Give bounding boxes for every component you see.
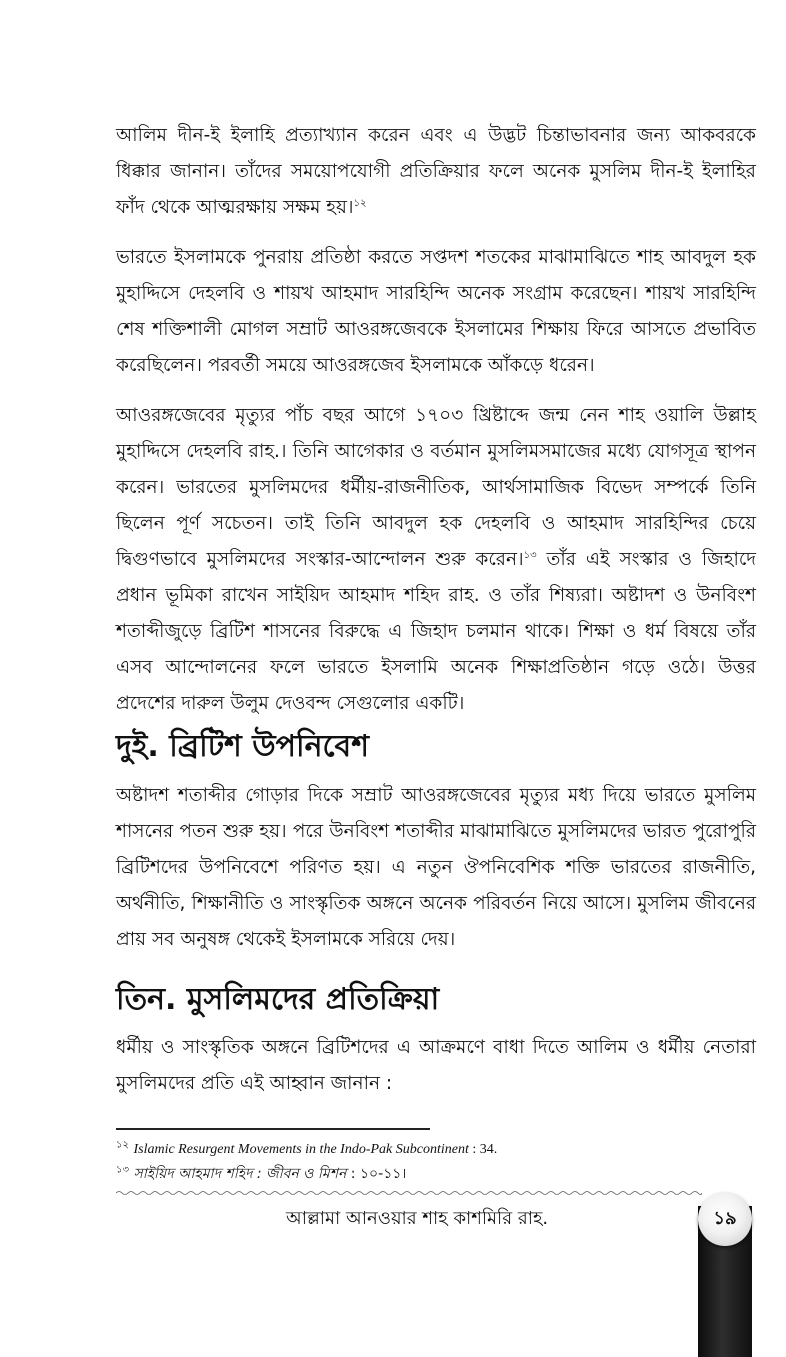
body-text <box>116 118 756 736</box>
section-heading-muslim-reaction: তিন. মুসলিমদের প্রতিক্রিয়া <box>116 982 440 1017</box>
footnote-separator <box>116 1128 430 1130</box>
footer-wavy-rule <box>116 1190 702 1196</box>
page-number-badge <box>698 1192 752 1246</box>
paragraph-3: আওরঙ্গজেবের মৃত্যুর পাঁচ বছর আগে ১৭০৩ খ্রিষ্টাব্দে জন্ম নেন শাহ ওয়ালি উল্লাহ মুহাদ্দিসে দেহলবি রাহ.। তিনি আগেকার ও বর্তমান মুসলিমসমাজের মধ্যে যোগসূত্র স্থাপন করেন। ভারতের মুসলিমদের ধর্মীয়-রাজনীতিক, আর্থসামাজিক বিভেদ সম্পর্কে তিনি ছিলেন পূর্ণ সচেতন। তাই তিনি আবদুল হক দেহলবি ও আহমাদ সারহিন্দির চেয়ে দ্বিগুণভাবে মুসলিমদের সংস্কার-আন্দোলন শুরু করেন।$^{১৩}$ তাঁর এই সংস্কার ও জিহাদে প্রধান ভূমিকা রাখেন সাইয়িদ আহমাদ শহিদ রাহ. ও তাঁর শিষ্যরা। অষ্টাদশ ও উনবিংশ শতাব্দীজুড়ে ব্রিটিশ শাসনের বিরুদ্ধে এ জিহাদ চলমান থাকে। শিক্ষা ও ধর্ম বিষয়ে তাঁর এসব আন্দোলনের ফলে ভারতে ইসলামি অনেক শিক্ষাপ্রতিষ্ঠান গড়ে ওঠে। উত্তর প্রদেশের দারুল উলুম দেওবন্দ সেগুলোর একটি। <box>116 405 756 714</box>
page-number: ১৯ <box>713 1207 737 1229</box>
section-3-body <box>116 1030 756 1116</box>
section-heading-british-colony: দুই. ব্রিটিশ উপনিবেশ <box>116 729 369 764</box>
footnote-13: $^{১৩}$ সাইয়িদ আহমাদ শহিদ : জীবন ও মিশন : ১০-১১। <box>116 1164 407 1182</box>
footnote-13-title: সাইয়িদ আহমাদ শহিদ : জীবন ও মিশন <box>133 1166 347 1182</box>
section-2-body <box>116 778 756 972</box>
paragraph-2: ভারতে ইসলামকে পুনরায় প্রতিষ্ঠা করতে সপ্তদশ শতকের মাঝামাঝিতে শাহ আবদুল হক মুহাদ্দিসে দেহলবি ও শায়খ আহমাদ সারহিন্দি অনেক সংগ্রাম করেছেন। শায়খ সারহিন্দি শেষ শক্তিশালী মোগল সম্রাট আওরঙ্গজেবকে ইসলামের শিক্ষায় ফিরে আসতে প্রভাবিত করেছিলেন। পরবর্তী সময়ে আওরঙ্গজেব ইসলামকে আঁকড়ে ধরেন। <box>116 247 756 376</box>
footnote-12: $^{১২}$ Islamic Resurgent Movements in the Indo-Pak Subcontinent : 34. <box>116 1139 498 1157</box>
footnote-ref-13[interactable]: ১৩ <box>523 549 537 561</box>
paragraph-1: আলিম দীন-ই ইলাহি প্রত্যাখ্যান করেন এবং এ উদ্ভট চিন্তাভাবনার জন্য আকবরকে ধিক্কার জানান। তাঁদের সময়োপযোগী প্রতিক্রিয়ার ফলে অনেক মুসলিম দীন-ই ইলাহির ফাঁদ থেকে আত্মরক্ষায় সক্ষম হয়।$^{১২}$ <box>116 125 756 218</box>
footnote-ref-12[interactable]: ১২ <box>353 197 367 209</box>
footnote-12-title: Islamic Resurgent Movements in the Indo-Pak Subcontinent <box>133 1142 469 1157</box>
paragraph-5: ধর্মীয় ও সাংস্কৃতিক অঙ্গনে ব্রিটিশদের এ আক্রমণে বাধা দিতে আলিম ও ধর্মীয় নেতারা মুসলিমদের প্রতি এই আহ্বান জানান : <box>116 1037 756 1094</box>
running-footer-title: আল্লামা আনওয়ার শাহ কাশমিরি রাহ. <box>286 1208 549 1229</box>
paragraph-4: অষ্টাদশ শতাব্দীর গোড়ার দিকে সম্রাট আওরঙ্গজেবের মৃত্যুর মধ্য দিয়ে ভারতে মুসলিম শাসনের পতন শুরু হয়। পরে উনবিংশ শতাব্দীর মাঝামাঝিতে মুসলিমদের ভারত পুরোপুরি ব্রিটিশদের উপনিবেশে পরিণত হয়। এ নতুন ঔপনিবেশিক শক্তি ভারতের রাজনীতি, অর্থনীতি, শিক্ষানীতি ও সাংস্কৃতিক অঙ্গনে অনেক পরিবর্তন নিয়ে আসে। মুসলিম জীবনের প্রায় সব অনুষঙ্গ থেকেই ইসলামকে সরিয়ে দেয়। <box>116 785 756 950</box>
